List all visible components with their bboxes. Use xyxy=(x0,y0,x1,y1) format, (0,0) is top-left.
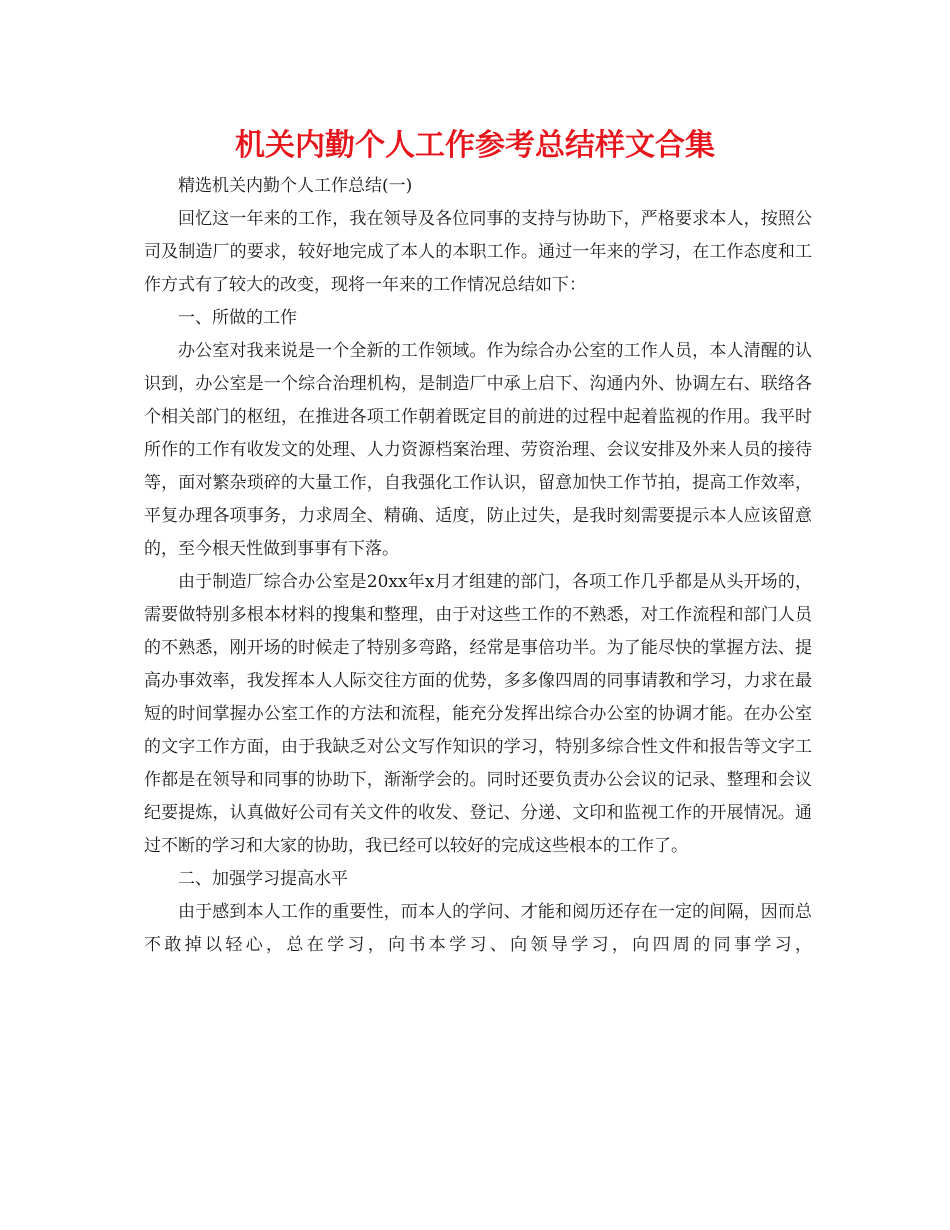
document-title: 机关内勤个人工作参考总结样文合集 xyxy=(235,128,715,163)
section-heading: 二、加强学习提高水平 xyxy=(178,869,348,889)
body-paragraph: 回忆这一年来的工作，我在领导及各位同事的支持与协助下，严格要求本人，按照公司及制造厂的要求，较好地完成了本人的本职工作。通过一年来的学习，在工作态度和工作方式有了较大的改变，现将一年来的工作情况总结如下： xyxy=(144,209,812,295)
body-paragraph: 由于感到本人工作的重要性，而本人的学问、才能和阅历还存在一定的间隔，因而总不敢掉以轻心，总在学习，向书本学习、向领导学习，向四周的同事学习， xyxy=(144,902,812,955)
section-heading-subtitle: 精选机关内勤个人工作总结(一) xyxy=(178,176,413,196)
body-paragraph: 由于制造厂综合办公室是20xx年x月才组建的部门，各项工作几乎都是从头开场的，需要做特别多根本材料的搜集和整理，由于对这些工作的不熟悉，对工作流程和部门人员的不熟悉，刚开场的时候走了特别多弯路，经常是事倍功半。为了能尽快的掌握方法、提高办事效率，我发挥本人人际交往方面的优势，多多像四周的同事请教和学习，力求在最短的时间掌握办公室工作的方法和流程，能充分发挥出综合办公室的协调才能。在办公室的文字工作方面，由于我缺乏对公文写作知识的学习，特别多综合性文件和报告等文字工作都是在领导和同事的协助下，渐渐学会的。同时还要负责办公会议的记录、整理和会议纪要提炼，认真做好公司有关文件的收发、登记、分递、文印和监视工作的开展情况。通过不断的学习和大家的协助，我已经可以较好的完成这些根本的工作了。 xyxy=(144,572,812,856)
document-body xyxy=(144,170,812,962)
body-paragraph: 办公室对我来说是一个全新的工作领域。作为综合办公室的工作人员，本人清醒的认识到，办公室是一个综合治理机构，是制造厂中承上启下、沟通内外、协调左右、联络各个相关部门的枢纽，在推进各项工作朝着既定目的前进的过程中起着监视的作用。我平时所作的工作有收发文的处理、人力资源档案治理、劳资治理、会议安排及外来人员的接待等，面对繁杂琐碎的大量工作，自我强化工作认识，留意加快工作节拍，提高工作效率，平复办理各项事务，力求周全、精确、适度，防止过失，是我时刻需要提示本人应该留意的，至今根天性做到事事有下落。 xyxy=(144,341,812,559)
section-heading: 一、所做的工作 xyxy=(178,308,297,328)
